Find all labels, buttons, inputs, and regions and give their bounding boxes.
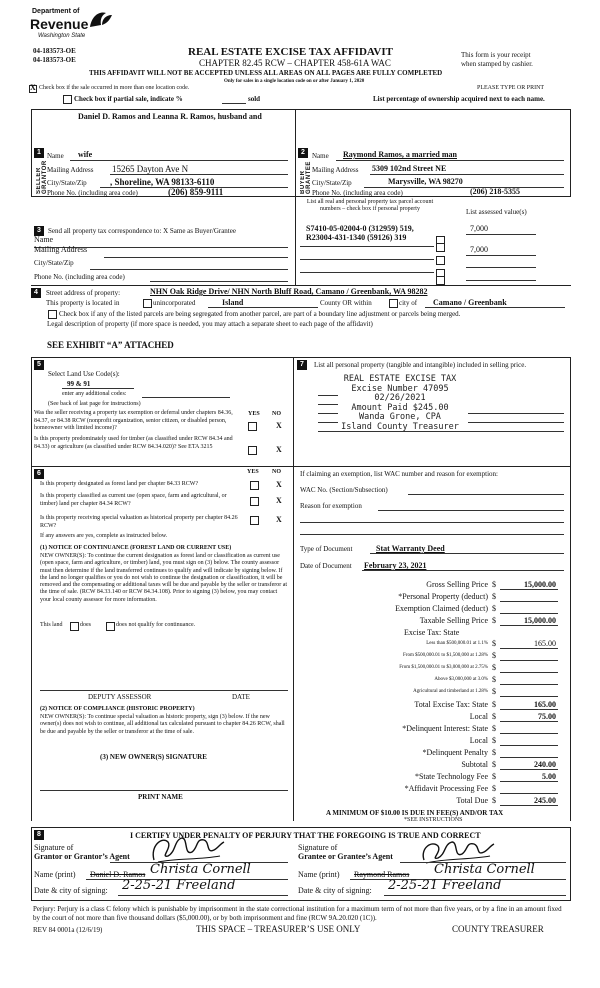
delinquent-interest-dollar: $ — [492, 724, 496, 733]
seller-name-line2: wife — [78, 150, 93, 159]
reason-field-1[interactable] — [378, 510, 564, 511]
excise-paid-stamp — [330, 375, 470, 432]
assessed-2: 7,000 — [470, 245, 488, 254]
grantee-sig-label-1: Signature of — [298, 843, 338, 852]
unincorporated-checkbox[interactable] — [143, 299, 152, 308]
tier1-value: 165.00 — [534, 639, 556, 648]
city-value: Camano / Greenbank — [433, 298, 507, 307]
ownership-note: List percentage of ownership acquired next to each name. — [373, 95, 545, 103]
s5-q1-yes[interactable] — [248, 422, 257, 431]
parcel-1: S7410-05-02004-0 (312959) 519, — [306, 224, 414, 233]
stamp-line-3: 02/26/2021 — [374, 393, 426, 403]
s5-q1-no[interactable]: X — [276, 421, 282, 430]
rev-code: REV 84 0001a (12/6/19) — [33, 926, 103, 934]
this-land-label: This land — [40, 622, 63, 628]
reason-field-2[interactable] — [300, 522, 564, 523]
tax-correspondence-label: Send all property tax correspondence to: X Same as Buyer/Grantee — [48, 227, 236, 235]
wac-label: WAC No. (Section/Subsection) — [300, 486, 388, 494]
s5-no-header: NO — [272, 411, 281, 417]
does-not-label: does not qualify for continuance. — [116, 622, 196, 628]
does-label: does — [80, 622, 91, 628]
buyer-address-label: Mailing Address — [312, 166, 359, 174]
taxable-value: 15,000.00 — [524, 616, 556, 625]
subtotal-value: 240.00 — [534, 760, 556, 769]
reason-label: Reason for exemption — [300, 502, 362, 510]
seller-side-label: SELLER GRANTOR — [36, 160, 48, 194]
s5-question-1: Was the seller receiving a property tax exemption or deferral under chapters 84.36, 84.37, or 84.38 RCW (nonprofit organization, senior citizen, or disabled person, homeowner with limited income)? — [34, 410, 233, 431]
seller-address: 15265 Dayton Ave N — [112, 164, 189, 174]
s6-q2-yes[interactable] — [250, 497, 259, 506]
grantor-date-label: Date & city of signing: — [34, 886, 108, 895]
date-doc-label: Date of Document — [300, 562, 352, 570]
partial-sale-checkbox[interactable] — [63, 95, 72, 104]
grantor-date-value: 2-25-21 Freeland — [122, 878, 236, 893]
taxable-dollar: $ — [492, 616, 496, 625]
notice1-title: (1) NOTICE OF CONTINUANCE (FOREST LAND OR CURRENT USE) — [40, 545, 232, 551]
form-code-2: 04-183573-OE — [33, 56, 76, 64]
s3-city-field[interactable] — [90, 269, 288, 270]
tier2-label: From $500,000.01 to $1,500,000 at 1.28% — [403, 653, 488, 658]
total-excise-value: 165.00 — [534, 700, 556, 709]
s6-question-2: Is this property classified as current use (open space, farm and agricultural, or timber) land per chapter 84.34 RCW? — [40, 493, 227, 507]
grantor-print-value: Daniel D. Ramos — [90, 870, 146, 879]
legal-description-label: Legal description of property (if more space is needed, you may attach a separate sheet to each page of the affidavit) — [47, 320, 373, 328]
tier4-label: Above $3,000,000 at 3.0% — [434, 677, 488, 682]
logo-name: Revenue — [30, 16, 89, 32]
section-3-badge: 3 — [34, 226, 44, 236]
tech-fee-label: *State Technology Fee — [414, 772, 488, 781]
land-does-checkbox[interactable] — [70, 622, 79, 631]
notice2-body: NEW OWNER(S): To continue special valuation as historic property, sign (3) below. If the new owner(s) does not wish to continue, all additional tax calculated pursuant to chapter 84.26 RCW, shall be due and payable by the seller or transferor at the time of sale. — [40, 714, 285, 735]
seller-phone-label: Phone No. (including area code) — [47, 189, 138, 197]
deputy-assessor-label: DEPUTY ASSESSOR — [88, 693, 152, 701]
land-use-label: Select Land Use Code(s): — [48, 370, 120, 378]
s6-q2-no[interactable]: X — [276, 496, 282, 505]
form-subtitle: CHAPTER 82.45 RCW – CHAPTER 458-61A WAC — [199, 58, 391, 68]
seller-address-label: Mailing Address — [47, 166, 94, 174]
seller-city: , Shoreline, WA 98133-6110 — [110, 177, 215, 187]
segregated-label: Check box if any of the listed parcels are being segregated from another parcel, are part of a boundary line adjustment or parcels being merged. — [59, 310, 461, 318]
personal-property-label: List all personal property (tangible and intangible) included in selling price. — [314, 361, 527, 369]
type-doc-label: Type of Document — [300, 545, 353, 553]
total-excise-dollar: $ — [492, 700, 496, 709]
wac-field[interactable] — [408, 494, 564, 495]
logo-dept: Department of — [32, 8, 80, 15]
partial-sale-label: Check box if partial sale, indicate % — [74, 95, 183, 103]
grantee-sig-label-2: Grantee or Grantee’s Agent — [298, 852, 393, 861]
parcel-2-personal-checkbox[interactable] — [436, 243, 445, 252]
grantor-print-label: Name (print) — [34, 870, 76, 879]
s3-name-label: Name — [34, 235, 54, 244]
partial-percent-field[interactable] — [222, 103, 246, 104]
s6-q1-no[interactable]: X — [276, 480, 282, 489]
additional-codes-field[interactable] — [142, 397, 230, 398]
grantor-sig-label-2: Grantor or Grantor’s Agent — [34, 852, 130, 861]
local-dollar: $ — [492, 712, 496, 721]
section-8-badge: 8 — [34, 830, 44, 840]
local-label: Local — [469, 712, 488, 721]
print-name-label: PRINT NAME — [138, 793, 183, 801]
form-title: REAL ESTATE EXCISE TAX AFFIDAVIT — [188, 46, 393, 58]
section-5-badge: 5 — [34, 360, 44, 370]
tier2-dollar: $ — [492, 651, 496, 660]
tier3-dollar: $ — [492, 663, 496, 672]
multi-location-checkbox[interactable]: X — [30, 83, 36, 92]
grantor-hand-name: Christa Cornell — [150, 862, 251, 877]
sold-label: sold — [248, 95, 261, 103]
tier5-dollar: $ — [492, 687, 496, 696]
exemption-deduct-label: Exemption Claimed (deduct) — [395, 604, 488, 613]
county-or-label: County OR within — [320, 299, 372, 307]
assessed-1: 7,000 — [470, 224, 488, 233]
local2-label: Local — [469, 736, 488, 745]
s3-city-label: City/State/Zip — [34, 259, 74, 267]
buyer-city-label: City/State/Zip — [312, 179, 352, 187]
buyer-name: Raymond Ramos, a married man — [343, 150, 457, 159]
buyer-side-label: BUYER GRANTEE — [300, 161, 312, 194]
type-or-print: PLEASE TYPE OR PRINT — [477, 85, 545, 91]
stamp-line-6: Island County Treasurer — [341, 421, 459, 432]
land-does-not-checkbox[interactable] — [106, 622, 115, 631]
reason-field-3[interactable] — [300, 534, 564, 535]
tech-fee-dollar: $ — [492, 772, 496, 781]
section-7-badge: 7 — [297, 360, 307, 370]
only-for-sales: Only for sales in a single location code on or after January 1, 2020 — [224, 79, 365, 84]
local-value: 75.00 — [538, 712, 556, 721]
seller-phone: (206) 859-9111 — [168, 187, 224, 197]
delinquent-interest-label: *Delinquent Interest: State — [402, 724, 488, 733]
buyer-phone-label: Phone No. (including area code) — [312, 189, 403, 197]
total-due-label: Total Due — [456, 796, 488, 805]
logo-state: Washington State — [38, 33, 86, 39]
notice2-title: (2) NOTICE OF COMPLIANCE (HISTORIC PROPERTY) — [40, 706, 195, 712]
exemption-claim-label: If claiming an exemption, list WAC number and reason for exemption: — [300, 470, 498, 478]
buyer-phone: (206) 218-5355 — [470, 187, 520, 196]
date-doc-value: February 23, 2021 — [364, 561, 427, 570]
street-value: NHN Oak Ridge Drive/ NHN North Bluff Road, Camano / Greenbank, WA 98282 — [150, 287, 428, 296]
certify-statement: I CERTIFY UNDER PENALTY OF PERJURY THAT THE FOREGOING IS TRUE AND CORRECT — [130, 831, 481, 840]
total-excise-label: Total Excise Tax: State — [414, 700, 488, 709]
seller-name-line1: Daniel D. Ramos and Leanna R. Ramos, husband and — [78, 112, 262, 121]
grantor-sig-label-1: Signature of — [34, 843, 74, 852]
s5-question-2: Is this property predominately used for timber (as classified under RCW 84.34 and 84.33) or agriculture (as classified under RCW 84.34.020)? See ETA 3215 — [34, 436, 233, 450]
taxable-label: Taxable Selling Price — [419, 616, 488, 625]
section-6-badge: 6 — [34, 469, 44, 479]
assessed-header: List assessed value(s) — [466, 208, 527, 216]
stamp-line-2: Excise Number 47095 — [351, 383, 449, 394]
delinquent-penalty-dollar: $ — [492, 748, 496, 757]
parcel-header: List all real and personal property tax parcel account numbers – check box if personal property — [306, 199, 434, 212]
buyer-address: 5309 102nd Street NE — [372, 164, 447, 173]
gross-value: 15,000.00 — [524, 580, 556, 589]
dor-logo — [30, 8, 120, 44]
grantee-date-value: 2-25-21 Freeland — [388, 878, 502, 893]
personal-dollar: $ — [492, 592, 496, 601]
total-due-value: 245.00 — [534, 796, 556, 805]
s3-phone-label: Phone No. (including area code) — [34, 273, 125, 281]
parcel-2: R23004-431-1340 (59126) 319 — [306, 233, 407, 242]
grantee-hand-name: Christa Cornell — [434, 862, 535, 877]
treasurer-space: THIS SPACE – TREASURER’S USE ONLY — [196, 924, 361, 934]
see-instructions: *SEE INSTRUCTIONS — [404, 817, 463, 823]
county-treasurer: COUNTY TREASURER — [452, 924, 544, 934]
notice1-body: NEW OWNER(S): To continue the current designation as forest land or classification as current use (open space, farm and agriculture, or timber) land, you must sign on (3) below. The county assessor must then determine if the land transferred continues to qualify and will indicate by signing below. If the land no longer qualifies or you do not wish to continue the designation or classification, it will be removed and the compensating or additional taxes will be due and payable by the seller or transferor at the time of sale. (RCW 84.33.140 or RCW 84.34.108). Prior to signing (3) below, you may contact your local county assessor for more information. — [40, 553, 288, 603]
grantor-signature[interactable] — [148, 832, 228, 866]
s5-q2-no[interactable]: X — [276, 445, 282, 454]
s3-address-label: Mailing Address — [34, 245, 88, 254]
county-value: Island — [222, 298, 244, 307]
form-code-1: 04-183573-OE — [33, 47, 76, 55]
subtotal-label: Subtotal — [461, 760, 488, 769]
tier1-label: Less than $500,000.01 at 1.1% — [426, 641, 488, 646]
grantee-date-label: Date & city of signing: — [298, 886, 372, 895]
stamp-line-1: REAL ESTATE EXCISE TAX — [343, 374, 457, 384]
warning-text: THIS AFFIDAVIT WILL NOT BE ACCEPTED UNLESS ALL AREAS ON ALL PAGES ARE FULLY COMPLETED — [89, 69, 443, 77]
exhibit-note: SEE EXHIBIT “A” ATTACHED — [47, 340, 174, 350]
buyer-city: Marysville, WA 98270 — [388, 177, 463, 186]
section-1-badge: 1 — [34, 148, 44, 158]
s3-phone-field[interactable] — [150, 281, 288, 282]
excise-state-label: Excise Tax: State — [404, 628, 460, 637]
multi-location-label: Check box if the sale occurred in more than one location code. — [39, 85, 190, 91]
receipt-note-2: when stamped by cashier. — [461, 60, 533, 68]
seller-name-label: Name — [47, 152, 64, 160]
affidavit-fee-dollar: $ — [492, 784, 496, 793]
gross-dollar: $ — [492, 580, 496, 589]
any-yes-note: If any answers are yes, complete as instructed below. — [40, 533, 168, 539]
exemption-dollar: $ — [492, 604, 496, 613]
grantee-print-value: Raymond Ramos — [354, 870, 410, 879]
subtotal-dollar: $ — [492, 760, 496, 769]
tier5-label: Agricultural and timberland at 1.28% — [413, 689, 488, 694]
see-back-note: (See back of last page for instructions) — [48, 401, 141, 407]
located-in-label: This property is located in — [46, 299, 120, 307]
section-2-badge: 2 — [298, 148, 308, 158]
minimum-note: A MINIMUM OF $10.00 IS DUE IN FEE(S) AND/OR TAX — [326, 809, 504, 817]
s6-yes-header: YES — [247, 469, 259, 475]
new-owner-signature-field[interactable] — [40, 790, 288, 791]
grantee-print-label: Name (print) — [298, 870, 340, 879]
type-doc-value: Stat Warranty Deed — [376, 544, 445, 553]
s6-no-header: NO — [272, 469, 281, 475]
s6-q3-no[interactable]: X — [276, 515, 282, 524]
s3-address-field[interactable] — [104, 257, 288, 258]
unincorporated-label: unincorporated — [153, 299, 196, 307]
receipt-note-1: This form is your receipt — [461, 51, 531, 59]
s6-question-3: Is this property receiving special valuation as historical property per chapter 84.26 RCW? — [40, 515, 238, 529]
street-label: Street address of property: — [46, 289, 121, 297]
parcel-3-personal-checkbox[interactable] — [436, 256, 445, 265]
perjury-note: Perjury: Perjury is a class C felony which is punishable by imprisonment in the state correctional institution for a maximum term of not more than five years, or by a fine in an amount fixed by the court of not more than five thousand dollars ($5,000.00), or by both imprisonment and fine (RCW 9A.20.020 (1C)). — [33, 905, 562, 922]
s6-q1-yes[interactable] — [250, 481, 259, 490]
s6-q3-yes[interactable] — [250, 516, 259, 525]
tier4-dollar: $ — [492, 675, 496, 684]
parcel-5-personal-checkbox[interactable] — [436, 276, 445, 285]
section-4-badge: 4 — [31, 288, 41, 298]
seller-city-label: City/State/Zip — [47, 179, 87, 187]
land-use-value: 99 & 91 — [67, 380, 91, 388]
tier3-label: From $1,500,000.01 to $3,000,000 at 2.75% — [399, 665, 488, 670]
additional-codes-label: enter any additional codes: — [62, 391, 127, 397]
tech-fee-value: 5.00 — [542, 772, 556, 781]
new-owner-signature-label: (3) NEW OWNER(S) SIGNATURE — [100, 753, 207, 761]
stamp-line-4: Amount Paid $245.00 — [351, 402, 449, 413]
logo-mountain-icon — [88, 9, 114, 29]
s5-yes-header: YES — [248, 411, 260, 417]
within-city-checkbox[interactable] — [389, 299, 398, 308]
delinquent-penalty-label: *Delinquent Penalty — [422, 748, 488, 757]
buyer-name-label: Name — [312, 152, 329, 160]
tier1-dollar: $ — [492, 639, 496, 648]
local2-dollar: $ — [492, 736, 496, 745]
s6-question-1: Is this property designated as forest land per chapter 84.33 RCW? — [40, 481, 199, 487]
city-of-label: city of — [399, 299, 418, 307]
stamp-line-5: Wanda Grone, CPA — [359, 412, 441, 422]
gross-label: Gross Selling Price — [426, 580, 488, 589]
segregated-checkbox[interactable] — [48, 310, 57, 319]
date-label: DATE — [232, 693, 250, 701]
personal-deduct-label: *Personal Property (deduct) — [398, 592, 488, 601]
affidavit-fee-label: *Affidavit Processing Fee — [404, 784, 488, 793]
s5-q2-yes[interactable] — [248, 446, 257, 455]
total-due-dollar: $ — [492, 796, 496, 805]
